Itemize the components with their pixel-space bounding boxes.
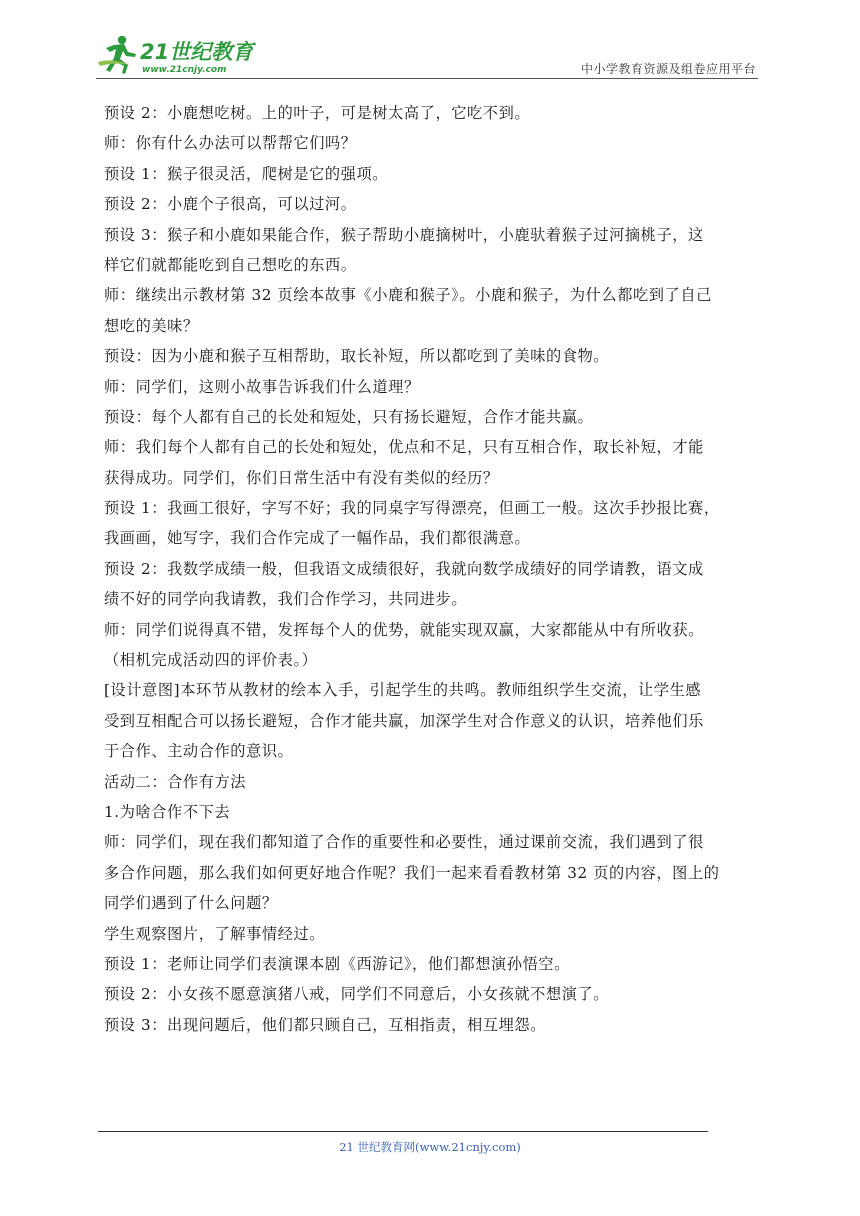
text-line: 绩不好的同学向我请教，我们合作学习，共同进步。 bbox=[104, 590, 468, 609]
page-header bbox=[0, 0, 860, 80]
text-line: 预设 1：我画工很好，字写不好；我的同桌字写得漂亮，但画工一般。这次手抄报比赛， bbox=[104, 499, 720, 518]
text-line: （相机完成活动四的评价表。） bbox=[104, 651, 318, 670]
text-line: 想吃的美味？ bbox=[104, 316, 199, 335]
text-line: 受到互相配合可以扬长避短，合作才能共赢，加深学生对合作意义的认识，培养他们乐 bbox=[104, 711, 704, 730]
text-line: 预设 3：出现问题后，他们都只顾自己，互相指责，相互埋怨。 bbox=[104, 1015, 546, 1034]
platform-tagline: 中小学教育资源及组卷应用平台 bbox=[580, 62, 756, 76]
text-line: 获得成功。同学们，你们日常生活中有没有类似的经历？ bbox=[104, 468, 499, 487]
text-line: 预设 1：猴子很灵活，爬树是它的强项。 bbox=[104, 164, 389, 183]
footer-link[interactable]: 21 世纪教育网(www.21cnjy.com) bbox=[339, 1140, 521, 1154]
text-line: 多合作问题，那么我们如何更好地合作呢？我们一起来看看教材第 32 页的内容，图上的 bbox=[104, 863, 720, 882]
text-line: 于合作、主动合作的意识。 bbox=[104, 742, 294, 761]
text-line: 师：你有什么办法可以帮帮它们吗？ bbox=[104, 134, 357, 153]
text-line: 预设：因为小鹿和猴子互相帮助，取长补短，所以都吃到了美味的食物。 bbox=[104, 347, 610, 366]
text-line: 预设 2：小鹿个子很高，可以过河。 bbox=[104, 195, 357, 214]
subsection-heading: 1.为啥合作不下去 bbox=[104, 802, 231, 821]
text-line: 预设：每个人都有自己的长处和短处，只有扬长避短，合作才能共赢。 bbox=[104, 407, 594, 426]
text-line: 我画画，她写字，我们合作完成了一幅作品，我们都很满意。 bbox=[104, 529, 531, 548]
text-line: 预设 3：猴子和小鹿如果能合作，猴子帮助小鹿摘树叶，小鹿驮着猴子过河摘桃子，这 bbox=[104, 225, 704, 244]
text-line: 预设 2：小鹿想吃树。上的叶子，可是树太高了，它吃不到。 bbox=[104, 104, 531, 122]
logo-text: 21世纪教育 bbox=[140, 40, 254, 64]
text-line: 师：我们每个人都有自己的长处和短处，优点和不足，只有互相合作，取长补短，才能 bbox=[104, 438, 704, 457]
section-heading: 活动二：合作有方法 bbox=[104, 772, 247, 791]
runner-icon bbox=[98, 36, 136, 74]
text-line: 预设 1：老师让同学们表演课本剧《西游记》，他们都想演孙悟空。 bbox=[104, 954, 570, 973]
text-line: 师：同学们，这则小故事告诉我们什么道理？ bbox=[104, 377, 420, 396]
header-divider bbox=[96, 78, 758, 79]
text-line: 同学们遇到了什么问题？ bbox=[104, 894, 278, 913]
site-logo[interactable] bbox=[92, 32, 262, 78]
text-line: 师：同学们，现在我们都知道了合作的重要性和必要性，通过课前交流，我们遇到了很 bbox=[104, 833, 704, 852]
logo-url: www.21cnjy.com bbox=[142, 65, 227, 75]
text-line: 预设 2：我数学成绩一般，但我语文成绩很好，我就向数学成绩好的同学请教，语文成 bbox=[104, 559, 704, 578]
footer-divider bbox=[98, 1131, 708, 1132]
text-line: 预设 2：小女孩不愿意演猪八戒，同学们不同意后，小女孩就不想演了。 bbox=[104, 985, 610, 1004]
text-line: 样它们就都能吃到自己想吃的东西。 bbox=[104, 255, 357, 274]
text-line: 师：继续出示教材第 32 页绘本故事《小鹿和猴子》。小鹿和猴子，为什么都吃到了自己 bbox=[104, 286, 712, 305]
logo-graphic bbox=[92, 32, 262, 78]
text-line: 师：同学们说得真不错，发挥每个人的优势，就能实现双赢，大家都能从中有所收获。 bbox=[104, 620, 704, 639]
text-line: 学生观察图片，了解事情经过。 bbox=[104, 924, 326, 943]
document-body bbox=[104, 98, 764, 1040]
text-line: [设计意图]本环节从教材的绘本入手，引起学生的共鸣。教师组织学生交流，让学生感 bbox=[104, 681, 702, 700]
